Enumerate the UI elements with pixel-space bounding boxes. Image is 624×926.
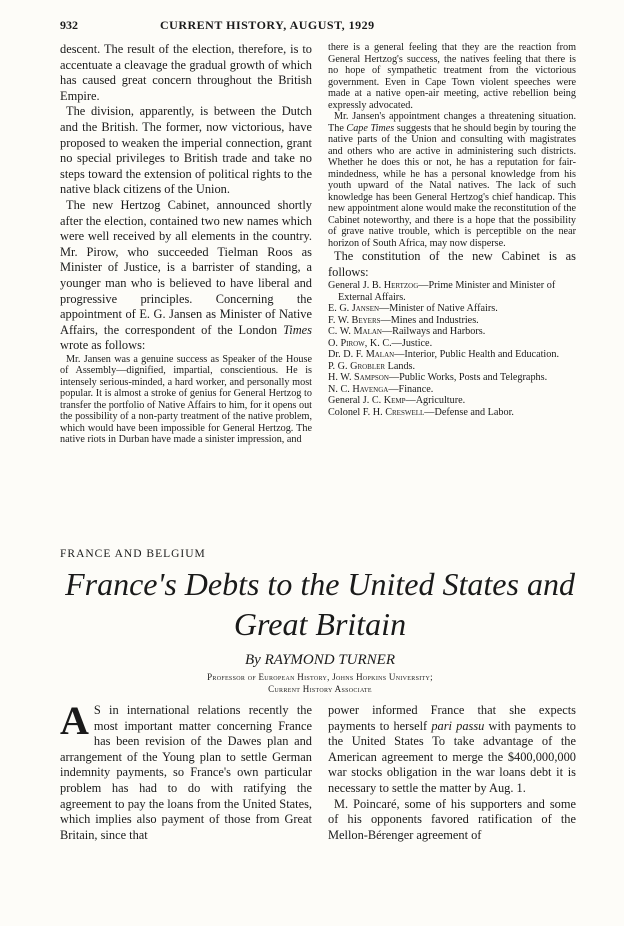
article-title: France's Debts to the United States and Great Britain — [65, 566, 575, 642]
col1-paragraph-2: The division, apparently, is between the Dutch and the British. The former, now victorious, have proposed to weaken the imperial connection, grant no special privileges to British trade and take no steps toward the extension of political rights to the native black citizens of the Union. — [60, 104, 312, 197]
article-paragraph-1 — [60, 698, 312, 843]
col2-quote-2 — [328, 111, 576, 249]
col1-p3-text-b: wrote as follows: — [60, 338, 146, 353]
cabinet-item: C. W. Malan—Railways and Harbors. — [328, 326, 486, 338]
cabinet-item: General J. B. Hertzog—Prime Minister and Minister of External Affairs. — [328, 280, 556, 303]
cabinet-item: O. Pirow, K. C.—Justice. — [328, 337, 433, 349]
cabinet-item: General J. C. Kemp—Agriculture. — [328, 395, 466, 407]
pari-passu-italic: pari passu — [431, 718, 485, 733]
byline: By RAYMOND TURNER — [245, 652, 395, 668]
article-paragraph-3: M. Poincaré, some of his supporters and some of his opponents favored ratification of the Mellon-Bérenger agreement of — [328, 796, 576, 842]
column-2 — [328, 42, 576, 418]
cabinet-list — [328, 280, 576, 418]
col1-paragraph-1: descent. The result of the election, therefore, is to accentuate a cleavage the gradual growth of which has caused great concern throughout the British Empire. — [60, 42, 312, 103]
col2-q2-text-b: suggests that he should begin by touring the native parts of the Union and consulting with magistrates and others who are active in administering such districts. Whether he does this or not, he has a reputation for fair-mindedness, while he has a personal knowledge from his youth upward of the Natal natives. The lack of such knowledge has been General Hertzog's chief handicap. This new appointment alone would make the reconstitution of the Cabinet noteworthy, and there is a hope that the possibility of grave native trouble, which is perceptible on the near horizon of South Africa, may now disperse. — [328, 122, 576, 249]
cabinet-item: F. W. Beyers—Mines and Industries. — [328, 314, 479, 326]
col1-paragraph-3 — [60, 198, 312, 354]
col1-p3-text-a: The new Hertzog Cabinet, announced shortly after the election, contained two new names which were well received by all elements in the country. Mr. Pirow, who succeeded Tielman Roos as Minister of Justice, is a barrister of standing, a younger man who is believed to have liberal and progressive principles. Concerning the appointment of E. G. Jansen as Minister of Native Affairs, the correspondent of the London — [60, 197, 312, 337]
cabinet-item: H. W. Sampson—Public Works, Posts and Telegraphs. — [328, 372, 548, 384]
author-association: Current History Associate — [268, 684, 372, 694]
drop-cap: A — [60, 698, 89, 743]
times-italic: Times — [283, 322, 312, 337]
cabinet-item: E. G. Jansen—Minister of Native Affairs. — [328, 303, 498, 315]
article-p1-text: S in international relations recently the most important matter concerning France has been revision of the Dawes plan and arrangement of the Young plan to settle German indemnity payments, so France's own particular problem has had to do with ratifying the agreement to pay the loans from the United States, which implies also payment of those from Great Britain, since that — [60, 703, 312, 842]
jansen-quote: Mr. Jansen was a genuine success as Speaker of the House of Assembly—dignified, impartial, conscientious. He is intensely serious-minded, a hard worker, and personally most popular. It is almost a stroke of genius for General Hertzog to transfer the portfolio of Native Affairs to him, for it opens out the possibility of a non-party treatment of the native problem, which would have been impossible for General Hertzog. The native riots in Durban have made a sinister impression, and — [60, 353, 312, 446]
col2-q2-text-a: Mr. Jansen's appointment changes a threatening situation. The — [328, 111, 576, 134]
article-paragraph-2: power informed France that she expects payments to herself pari passu with payments to the United States To take advantage of the American agreement to merge the $400,000,000 war stocks obligation in the war loans debt it is necessary to settle the matter by Aug. 1. — [328, 703, 576, 795]
running-head: CURRENT HISTORY, AUGUST, 1929 — [160, 18, 375, 32]
cape-times-italic: Cape Times — [346, 122, 395, 134]
cabinet-intro: The constitution of the new Cabinet is as follows: — [328, 249, 576, 279]
author-affiliation: Professor of European History, Johns Hopkins University; — [207, 672, 433, 682]
column-3 — [60, 698, 312, 843]
column-1 — [60, 42, 312, 446]
cabinet-item: P. G. Grobler Lands. — [328, 360, 416, 372]
cabinet-item: N. C. Havenga—Finance. — [328, 383, 434, 395]
page-number: 932 — [60, 18, 78, 32]
column-4 — [328, 703, 576, 843]
cabinet-item: Colonel F. H. Creswell—Defense and Labor. — [328, 406, 514, 418]
section-label: FRANCE AND BELGIUM — [60, 548, 206, 560]
running-header — [60, 18, 580, 36]
col2-quote-1: there is a general feeling that they are the reaction from General Hertzog's success, the natives feeling that there is no hope of sympathetic treatment from the victorious government. Even in Cape Town violent speeches were made at a native open-air meeting, active rebellion being expressly advocated. — [328, 42, 576, 111]
cabinet-item: Dr. D. F. Malan—Interior, Public Health and Education. — [328, 349, 559, 361]
